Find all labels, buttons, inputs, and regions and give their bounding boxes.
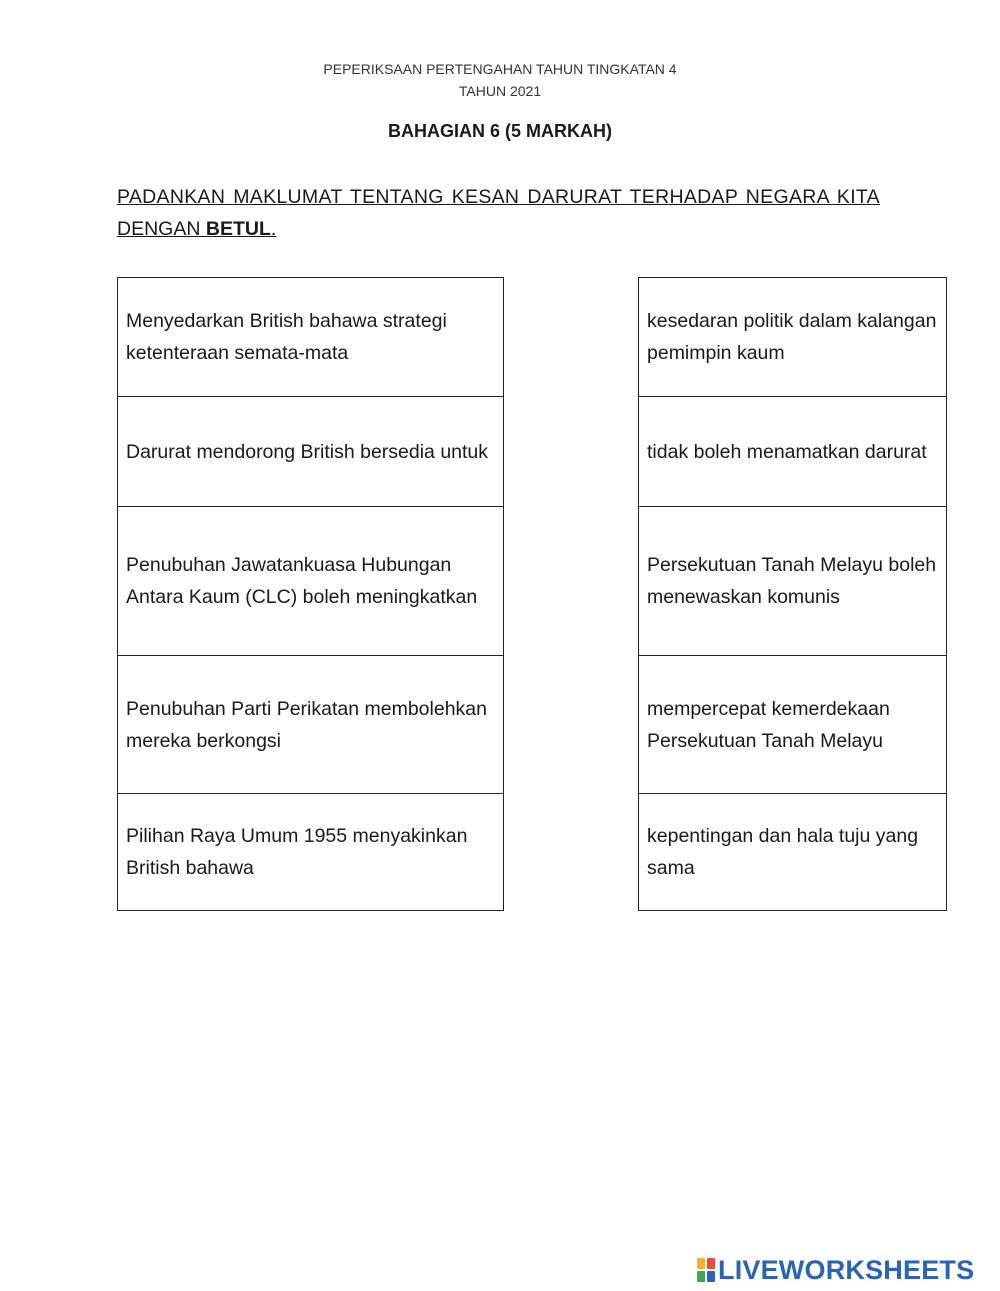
liveworksheets-logo (697, 1255, 974, 1285)
logo-tile (707, 1258, 715, 1269)
exam-header: PEPERIKSAAN PERTENGAHAN TAHUN TINGKATAN 4 (323, 61, 677, 77)
right-match-item[interactable]: Persekutuan Tanah Melayu boleh menewaskan komunis (639, 507, 946, 656)
left-match-item[interactable]: Pilihan Raya Umum 1955 menyakinkan British bahawa (118, 794, 503, 911)
logo-tile (697, 1258, 705, 1269)
logo-tile (697, 1271, 705, 1282)
right-match-item[interactable]: kesedaran politik dalam kalangan pemimpin kaum (639, 278, 946, 397)
instruction-bold-word: BETUL (205, 218, 271, 240)
instruction-suffix: . (270, 218, 277, 240)
logo-text: LIVEWORKSHEETS (718, 1254, 975, 1285)
left-match-item[interactable]: Darurat mendorong British bersedia untuk (118, 397, 503, 507)
left-match-item[interactable]: Menyedarkan British bahawa strategi ketenteraan semata-mata (118, 278, 503, 397)
right-match-item[interactable]: mempercepat kemerdekaan Persekutuan Tanah Melayu (639, 656, 946, 794)
instruction (117, 181, 880, 245)
logo-tile (707, 1271, 715, 1282)
left-match-column (117, 277, 504, 911)
instruction-line-2 (117, 213, 880, 245)
right-match-item[interactable]: tidak boleh menamatkan darurat (639, 397, 946, 507)
left-match-item[interactable]: Penubuhan Jawatankuasa Hubungan Antara Kaum (CLC) boleh meningkatkan (118, 507, 503, 656)
instruction-line-1: PADANKAN MAKLUMAT TENTANG KESAN DARURAT TERHADAP NEGARA KITA (117, 186, 880, 208)
exam-year: TAHUN 2021 (458, 83, 542, 99)
logo-mark-icon (697, 1258, 715, 1282)
section-title: BAHAGIAN 6 (5 MARKAH) (388, 121, 612, 141)
left-match-item[interactable]: Penubuhan Parti Perikatan membolehkan mereka berkongsi (118, 656, 503, 794)
right-match-item[interactable]: kepentingan dan hala tuju yang sama (639, 794, 946, 911)
instruction-prefix: DENGAN (117, 218, 206, 240)
right-match-column (638, 277, 947, 911)
